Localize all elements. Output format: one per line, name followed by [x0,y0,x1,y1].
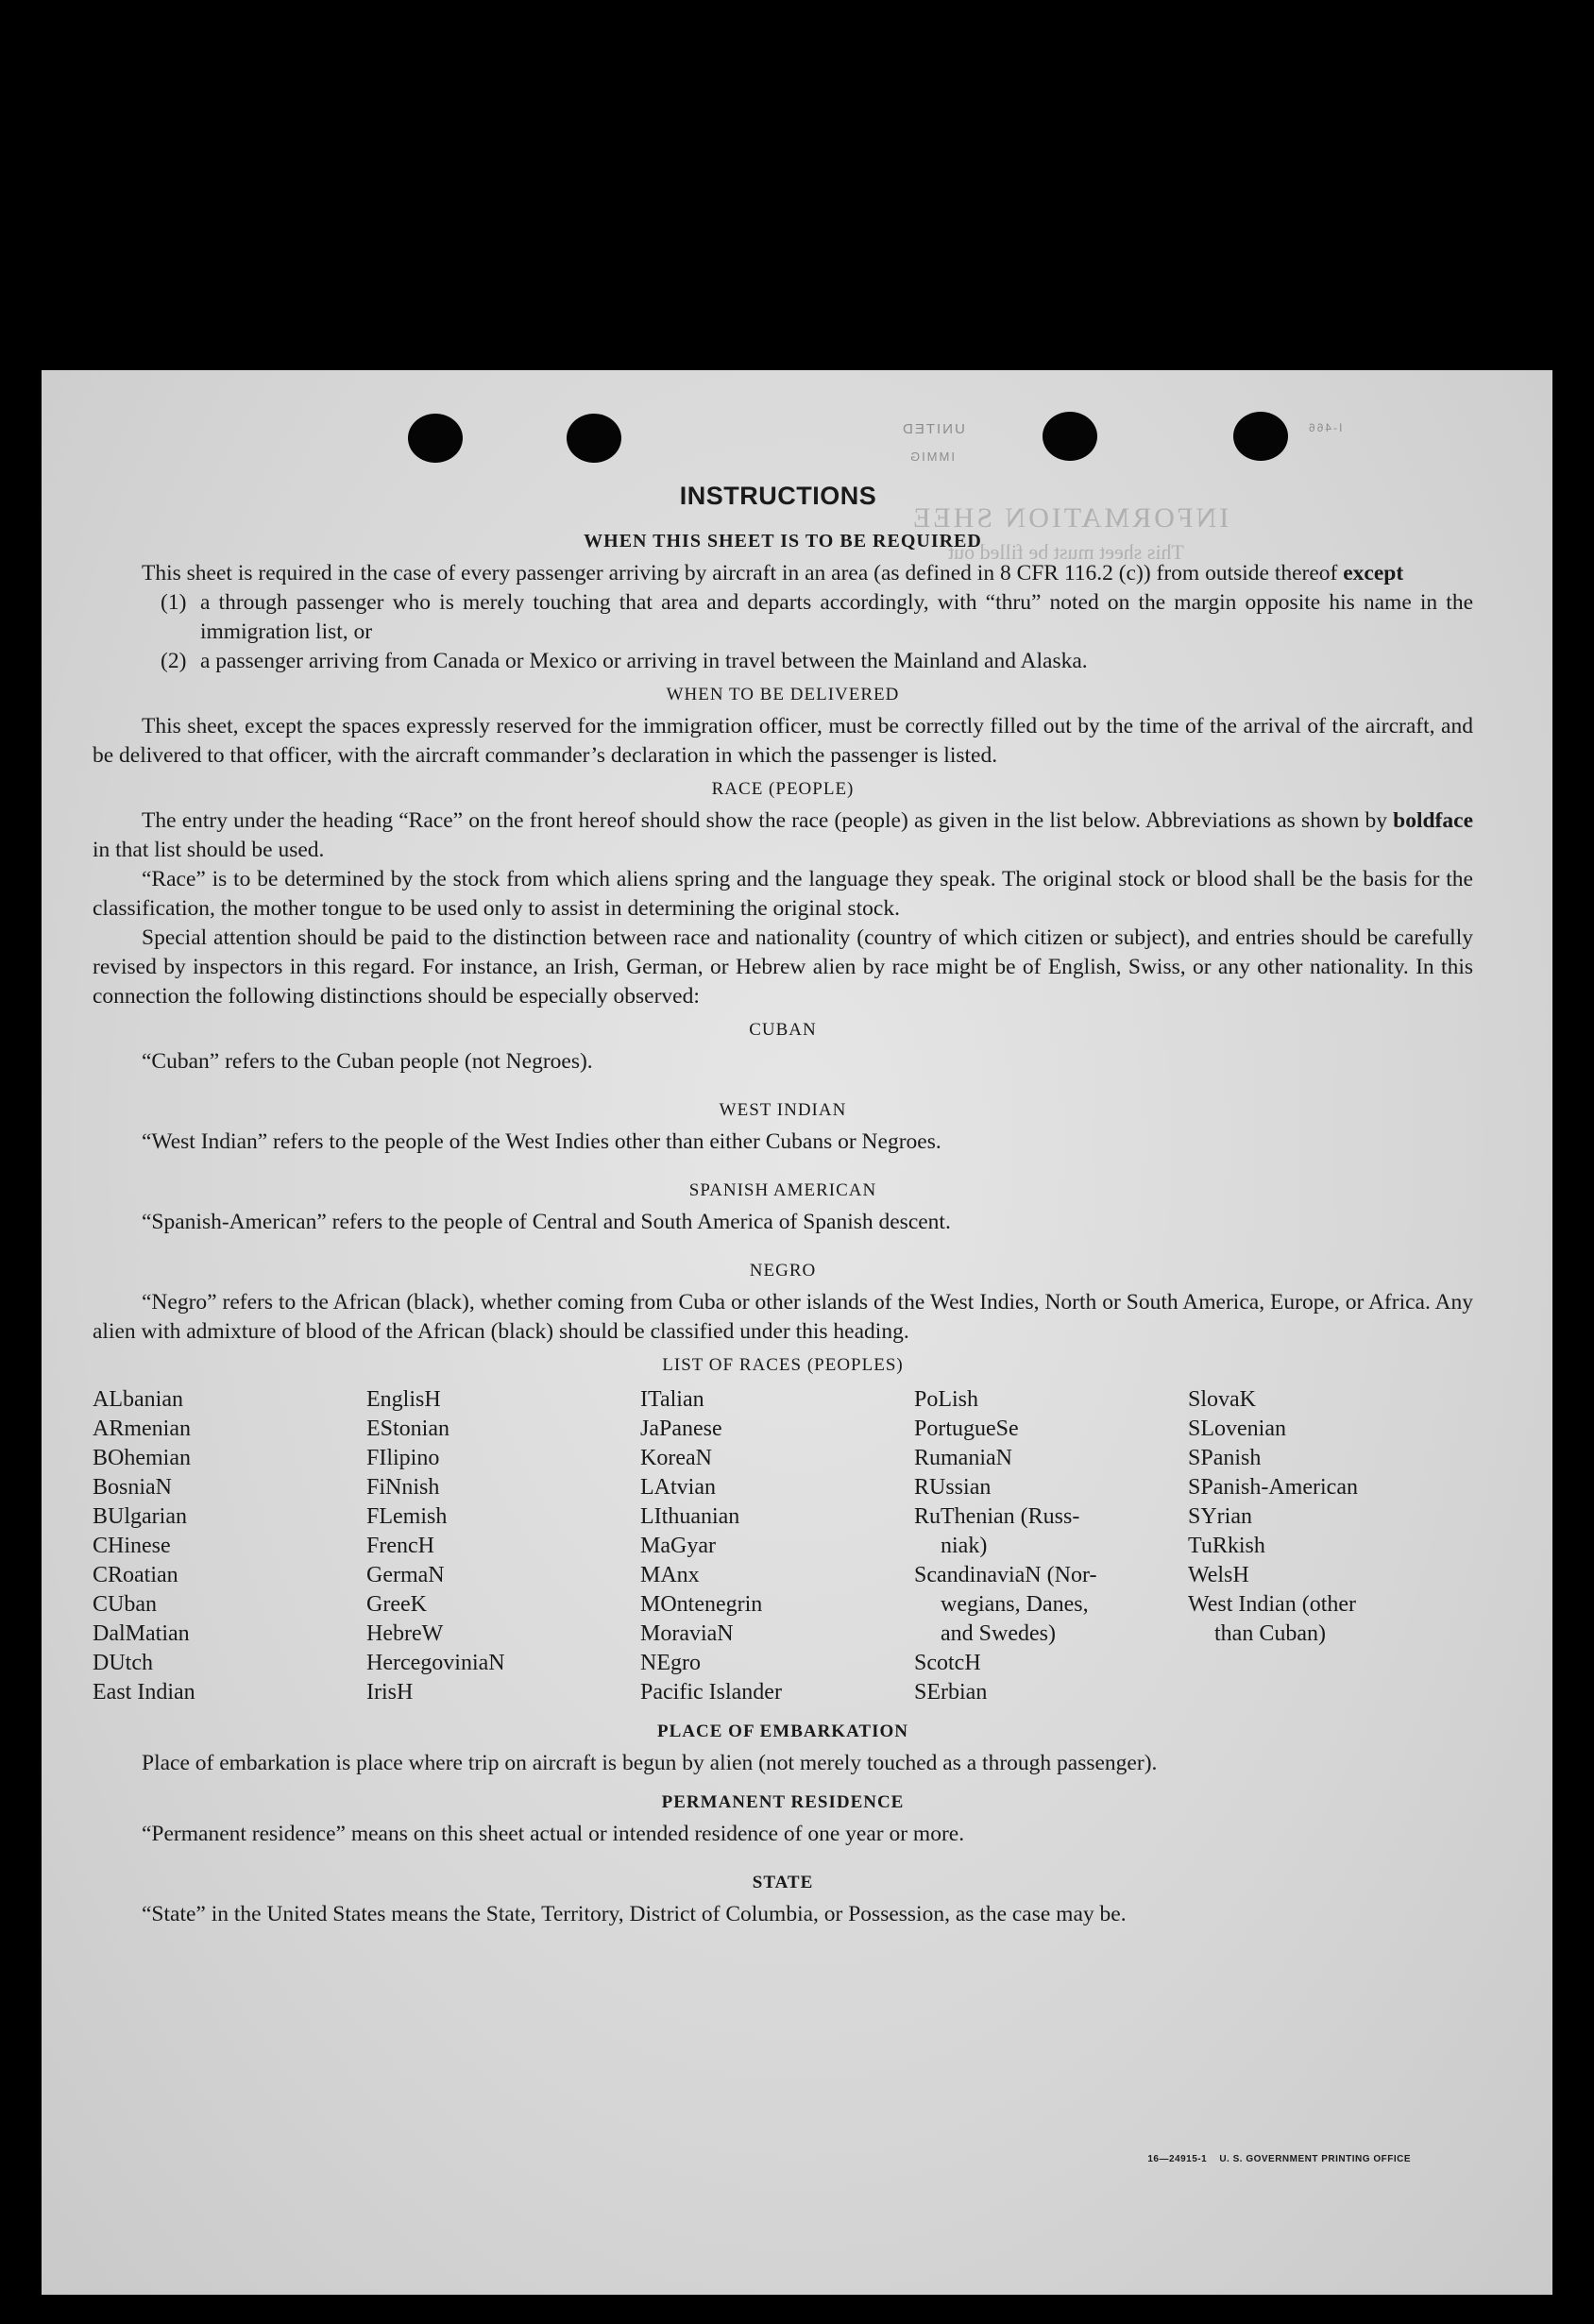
race-p1-text-end: in that list should be used. [93,838,325,862]
race-item: MaGyar [640,1534,716,1558]
race-item: ARmenian [93,1416,191,1441]
race-item: GreeK [366,1592,427,1617]
race-paragraph-1 [93,806,1473,865]
delivered-text: This sheet, except the spaces expressly reserved for the immigration officer, must be correctly filled out by the time of the arrival of the aircraft, and be delivered to that officer, with the aircraft commander’s declaration in which the passenger is listed. [93,714,1473,768]
race-item: FLemish [366,1504,448,1529]
section-heading-residence: PERMANENT RESIDENCE [661,1792,905,1812]
race-item: CUban [93,1592,157,1617]
race-item: EStonian [366,1416,449,1441]
race-item: BosniaN [93,1475,172,1500]
race-item: West Indian (other [1188,1592,1357,1617]
bleed-through-title: INFORMATION SHEE [910,502,1229,534]
races-column-1 [93,1385,366,1707]
race-item: GermaN [366,1563,445,1587]
punch-hole [1043,412,1097,461]
punch-hole [408,414,463,463]
race-item: CRoatian [93,1563,178,1587]
race-item: East Indian [93,1680,195,1705]
residence-text: “Permanent residence” means on this sheet actual or intended residence of one year or more. [142,1822,965,1846]
race-item: HebreW [366,1621,444,1646]
item-text: a through passenger who is merely touching that area and departs accordingly, with “thru” noted on the margin opposite his name in the immigration list, or [200,590,1473,644]
print-code: 16—24915-1 [1147,2154,1208,2164]
west-indian-text: “West Indian” refers to the people of the West Indies other than either Cubans or Negroes. [142,1129,941,1154]
race-item: ALbanian [93,1387,183,1412]
section-heading-state: STATE [752,1873,814,1892]
cuban-text: “Cuban” refers to the Cuban people (not Negroes). [142,1049,593,1074]
race-item: SPanish [1188,1446,1262,1470]
printing-office-note [1147,2154,1411,2164]
race-item: FrencH [366,1534,434,1558]
races-list [93,1385,1473,1707]
section-heading-race: RACE (PEOPLE) [711,779,855,799]
race-item: TuRkish [1188,1534,1265,1558]
section-heading-west-indian: WEST INDIAN [719,1100,847,1120]
bleed-through-form-number: I-466 [1307,421,1343,434]
item-number: (2) [161,649,187,673]
spanish-american-text: “Spanish-American” refers to the people of Central and South America of Spanish descent. [142,1210,951,1234]
printer-name: U. S. GOVERNMENT PRINTING OFFICE [1219,2154,1411,2164]
race-item: BUlgarian [93,1504,187,1529]
bleed-through-stamp-top: UNITED [901,421,965,437]
race-p1-bold: boldface [1393,808,1473,833]
race-item: RuThenian (Russ- [914,1504,1080,1529]
race-item: MAnx [640,1563,700,1587]
punch-hole [567,414,621,463]
race-paragraph-3: Special attention should be paid to the distinction between race and nationality (country of which citizen or subject), and entries should be carefully revised by inspectors in this regard. For instance, an Irish, German, or Hebrew alien by race might be of English, Swiss, or any other nationality. In this connection the following distinctions should be especially observed: [93,925,1473,1009]
race-item: WelsH [1188,1563,1249,1587]
instructions-body [93,523,1473,1929]
race-item-continued: niak) [941,1534,988,1558]
race-item: MoraviaN [640,1621,734,1646]
race-item: PoLish [914,1387,979,1412]
race-item: ScotcH [914,1651,981,1675]
races-column-5 [1188,1385,1433,1707]
race-item-continued: than Cuban) [1214,1621,1326,1646]
race-item: PortugueSe [914,1416,1019,1441]
required-intro [93,559,1473,588]
section-heading-spanish-american: SPANISH AMERICAN [688,1180,877,1200]
race-item: BOhemian [93,1446,191,1470]
section-heading-list: LIST OF RACES (PEOPLES) [662,1355,904,1375]
race-item: RumaniaN [914,1446,1012,1470]
race-item: DUtch [93,1651,153,1675]
section-heading-required: WHEN THIS SHEET IS TO BE REQUIRED [584,531,982,551]
race-paragraph-2: “Race” is to be determined by the stock from which aliens spring and the language they speak. The original stock or blood shall be the basis for the classification, the mother tongue to be used only to assist in determining the original stock. [93,867,1473,921]
bleed-through-stamp-bottom: IMMIG [908,450,955,464]
item-text: a passenger arriving from Canada or Mexico or arriving in travel between the Mainland and Alaska. [200,649,1088,673]
race-item-continued: wegians, Danes, [941,1592,1089,1617]
page-title: INSTRUCTIONS [679,482,877,510]
race-item-continued: and Swedes) [941,1621,1056,1646]
race-item: KoreaN [640,1446,712,1470]
race-item: MOntenegrin [640,1592,763,1617]
race-item: SLovenian [1188,1416,1286,1441]
negro-text: “Negro” refers to the African (black), whether coming from Cuba or other islands of the West Indies, North or South America, Europe, or Africa. Any alien with admixture of blood of the African (black) should be classified under this heading. [93,1290,1473,1344]
race-p1-text: The entry under the heading “Race” on the front hereof should show the race (people) as given in the list below. Abbreviations as shown by [142,808,1394,833]
race-item: Pacific Islander [640,1680,782,1705]
document-page [42,370,1552,2295]
race-item: FiNnish [366,1475,440,1500]
required-item-1 [161,588,1473,647]
section-heading-embarkation: PLACE OF EMBARKATION [657,1722,908,1741]
races-column-2 [366,1385,640,1707]
race-item: LAtvian [640,1475,716,1500]
race-item: ITalian [640,1387,704,1412]
race-item: SlovaK [1188,1387,1256,1412]
race-item: CHinese [93,1534,171,1558]
race-item: EnglisH [366,1387,441,1412]
races-column-4 [914,1385,1188,1707]
section-heading-delivered: WHEN TO BE DELIVERED [666,685,900,704]
race-item: JaPanese [640,1416,722,1441]
race-item: DalMatian [93,1621,190,1646]
required-item-2 [161,647,1473,676]
race-item: FIlipino [366,1446,440,1470]
section-heading-negro: NEGRO [749,1261,817,1281]
race-item: SErbian [914,1680,988,1705]
required-intro-text: This sheet is required in the case of every passenger arriving by aircraft in an area (as defined in 8 CFR 116.2 (c)) from outside thereof [142,561,1344,585]
race-item: RUssian [914,1475,992,1500]
required-intro-except: except [1343,561,1404,585]
bleed-through-subtitle: This sheet must be filled out [948,540,1184,564]
section-heading-cuban: CUBAN [749,1020,817,1040]
race-item: IrisH [366,1680,414,1705]
punch-hole [1233,412,1288,461]
state-text: “State” in the United States means the State, Territory, District of Columbia, or Possession, as the case may be. [142,1902,1127,1926]
race-item: HercegoviniaN [366,1651,505,1675]
race-item: LIthuanian [640,1504,740,1529]
race-item: ScandinaviaN (Nor- [914,1563,1097,1587]
embarkation-text: Place of embarkation is place where trip on aircraft is begun by alien (not merely touched as a through passenger). [142,1751,1158,1775]
item-number: (1) [161,590,187,615]
race-item: NEgro [640,1651,701,1675]
race-item: SPanish-American [1188,1475,1358,1500]
races-column-3 [640,1385,914,1707]
race-item: SYrian [1188,1504,1252,1529]
